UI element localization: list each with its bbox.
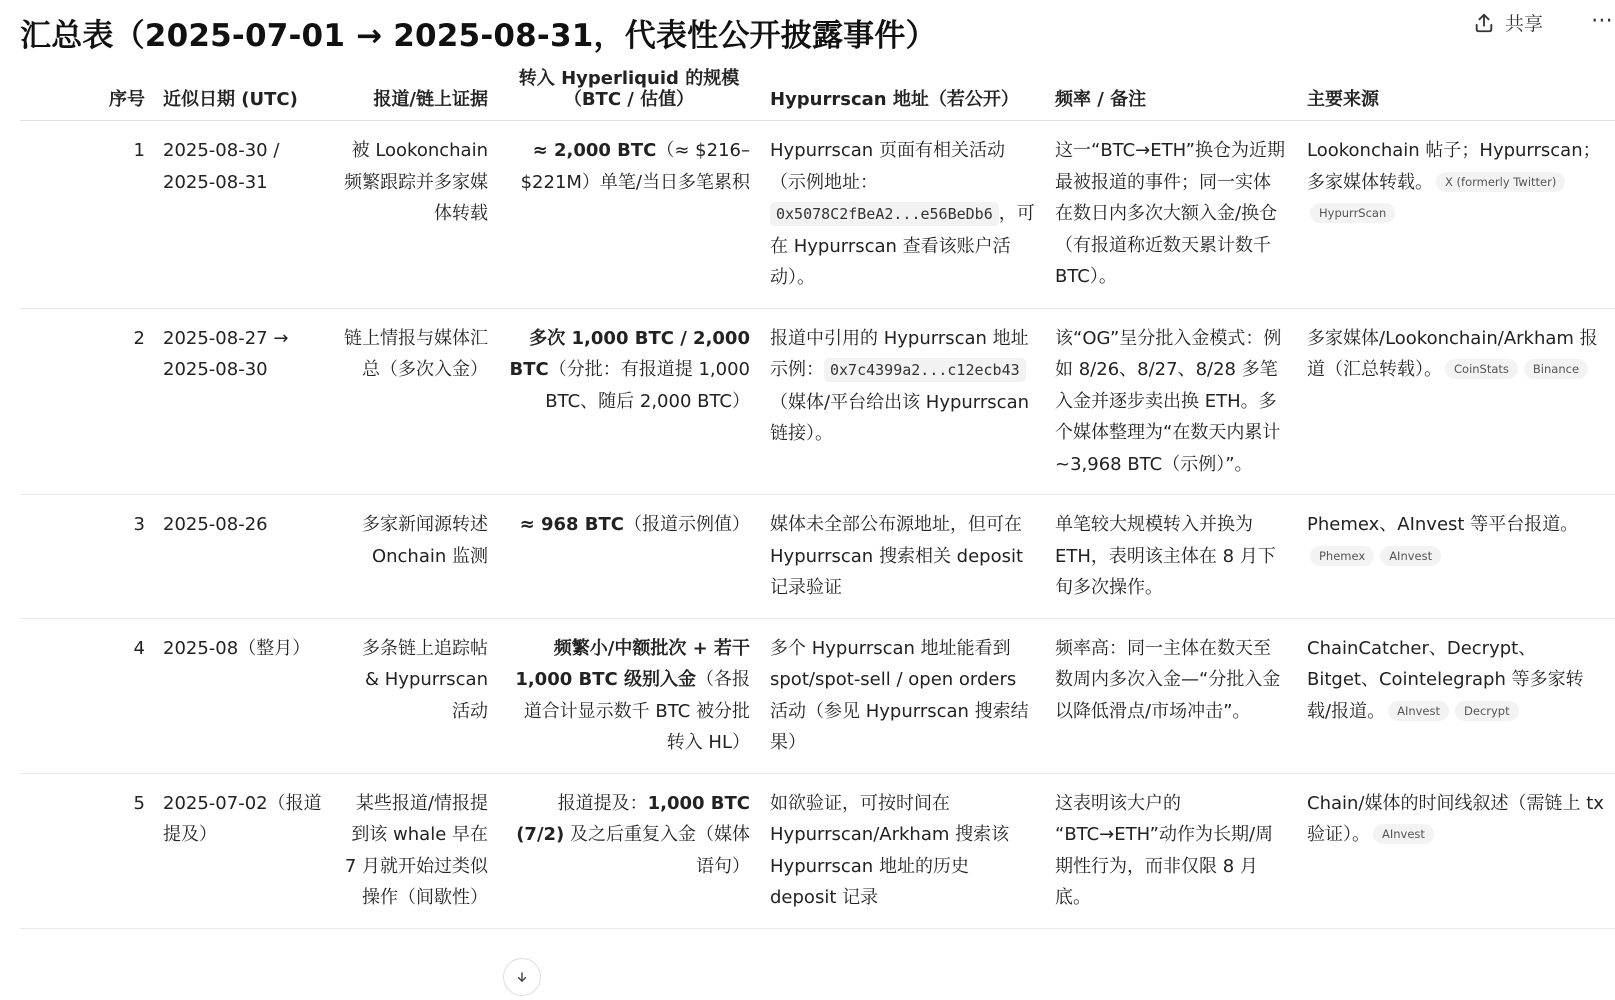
scale-amount: ≈ 2,000 BTC	[532, 140, 657, 161]
source-chip[interactable]: AInvest	[1380, 546, 1441, 566]
source-text: ChainCatcher、Decrypt、Bitget、Cointelegraph 等多家转载/报道。	[1307, 637, 1584, 722]
cell-notes: 这表明该大户的 “BTC→ETH”动作为长期/周期性行为，而非仅限 8 月底。	[1045, 773, 1297, 928]
cell-evidence: 链上情报与媒体汇总（多次入金）	[333, 308, 498, 495]
cell-date: 2025-07-02（报道提及）	[153, 773, 333, 928]
cell-source	[1297, 495, 1615, 619]
source-chip[interactable]: HypurrScan	[1310, 203, 1395, 223]
cell-scale	[498, 773, 760, 928]
scale-amount: 1,000 BTC (7/2)	[516, 792, 750, 845]
cell-date: 2025-08-27 → 2025-08-30	[153, 308, 333, 495]
scale-amount: ≈ 968 BTC	[519, 514, 624, 535]
cell-address	[760, 308, 1045, 495]
scale-detail: （报道示例值）	[624, 514, 750, 535]
page-header	[20, 8, 1615, 56]
share-button[interactable]	[1473, 9, 1543, 36]
source-chip[interactable]: AInvest	[1388, 701, 1449, 721]
cell-notes: 该“OG”呈分批入金模式：例如 8/26、8/27、8/28 多笔入金并逐步卖出换 ETH。多个媒体整理为“在数天内累计 ~3,968 BTC（示例）”。	[1045, 308, 1297, 495]
page-title: 汇总表（2025-07-01 → 2025-08-31，代表性公开披露事件）	[20, 17, 937, 54]
cell-evidence: 多条链上追踪帖 & Hypurrscan 活动	[333, 618, 498, 773]
address-text-after: ，可在 Hypurrscan 查看该账户活动）。	[770, 203, 1035, 288]
table-row	[20, 618, 1615, 773]
cell-scale	[498, 121, 760, 309]
header-source: 主要来源	[1297, 68, 1615, 121]
cell-notes: 单笔较大规模转入并换为 ETH，表明该主体在 8 月下旬多次操作。	[1045, 495, 1297, 619]
cell-no: 5	[20, 773, 153, 928]
header-no: 序号	[20, 68, 153, 121]
cell-scale	[498, 308, 760, 495]
scale-detail: （≈ $216–$221M）单笔/当日多笔累积	[520, 140, 750, 193]
table-row	[20, 308, 1615, 495]
cell-evidence: 多家新闻源转述 Onchain 监测	[333, 495, 498, 619]
cell-address: 媒体未全部公布源地址，但可在 Hypurrscan 搜索相关 deposit 记录验证	[760, 495, 1045, 619]
source-text: Phemex、AInvest 等平台报道。	[1307, 514, 1579, 535]
chevron-down-icon	[515, 970, 529, 984]
header-evidence: 报道/链上证据	[333, 68, 498, 121]
summary-table	[20, 68, 1615, 929]
cell-no: 1	[20, 121, 153, 309]
table-row	[20, 773, 1615, 928]
scale-detail: 及之后重复入金（媒体语句）	[564, 824, 750, 877]
source-text: 多家媒体/Lookonchain/Arkham 报道（汇总转载）。	[1307, 327, 1598, 380]
address-text-after: （媒体/平台给出该 Hypurrscan 链接）。	[770, 391, 1030, 444]
scale-detail: （各报道合计显示数千 BTC 被分批转入 HL）	[523, 669, 750, 753]
header-date: 近似日期 (UTC)	[153, 68, 333, 121]
source-chip[interactable]: Binance	[1524, 359, 1588, 379]
scale-amount: 多次 1,000 BTC / 2,000 BTC	[509, 327, 750, 380]
cell-notes: 这一“BTC→ETH”换仓为近期最被报道的事件；同一实体在数日内多次大额入金/换仓（有报道称近数天累计数千 BTC）。	[1045, 121, 1297, 309]
scale-detail: （分批：有报道提 1,000 BTC、随后 2,000 BTC）	[545, 359, 750, 412]
source-chip[interactable]: X (formerly Twitter)	[1436, 172, 1565, 192]
more-icon[interactable]: ⋯	[1591, 8, 1615, 33]
address-code[interactable]: 0x7c4399a2...c12ecb43	[824, 358, 1026, 382]
source-text: Lookonchain 帖子；Hypurrscan；多家媒体转载。	[1307, 140, 1601, 193]
cell-source	[1297, 308, 1615, 495]
source-text: Chain/媒体的时间线叙述（需链上 tx 验证）。	[1307, 792, 1604, 845]
cell-no: 4	[20, 618, 153, 773]
cell-no: 3	[20, 495, 153, 619]
cell-address: 多个 Hypurrscan 地址能看到 spot/spot-sell / open orders 活动（参见 Hypurrscan 搜索结果）	[760, 618, 1045, 773]
cell-date: 2025-08（整月）	[153, 618, 333, 773]
cell-evidence: 某些报道/情报提到该 whale 早在 7 月就开始过类似操作（间歇性）	[333, 773, 498, 928]
table-header-row	[20, 68, 1615, 121]
cell-source	[1297, 618, 1615, 773]
source-chip[interactable]: CoinStats	[1445, 359, 1518, 379]
address-text: Hypurrscan 页面有相关活动（示例地址：	[770, 140, 1005, 193]
cell-source	[1297, 773, 1615, 928]
source-chip[interactable]: Phemex	[1310, 546, 1374, 566]
cell-address	[760, 121, 1045, 309]
cell-scale	[498, 618, 760, 773]
cell-address: 如欲验证，可按时间在 Hypurrscan/Arkham 搜索该 Hypurrscan 地址的历史 deposit 记录	[760, 773, 1045, 928]
source-chip[interactable]: AInvest	[1373, 824, 1434, 844]
share-icon	[1473, 12, 1495, 34]
header-scale: 转入 Hyperliquid 的规模（BTC / 估值）	[498, 68, 760, 121]
cell-notes: 频率高：同一主体在数天至数周内多次入金—“分批入金以降低滑点/市场冲击”。	[1045, 618, 1297, 773]
cell-date: 2025-08-30 / 2025-08-31	[153, 121, 333, 309]
header-notes: 频率 / 备注	[1045, 68, 1297, 121]
cell-date: 2025-08-26	[153, 495, 333, 619]
table-row	[20, 495, 1615, 619]
header-address: Hypurrscan 地址（若公开）	[760, 68, 1045, 121]
cell-no: 2	[20, 308, 153, 495]
scale-amount: 频繁小/中额批次 + 若干 1,000 BTC 级别入金	[515, 637, 750, 690]
cell-evidence: 被 Lookonchain 频繁跟踪并多家媒体转载	[333, 121, 498, 309]
address-text: 报道中引用的 Hypurrscan 地址示例：	[770, 327, 1029, 380]
scale-prefix: 报道提及：	[557, 792, 648, 814]
source-chip[interactable]: Decrypt	[1455, 701, 1519, 721]
scroll-down-button[interactable]	[503, 958, 541, 996]
address-code[interactable]: 0x5078C2fBeA2...e56BeDb6	[770, 202, 999, 226]
cell-source	[1297, 121, 1615, 309]
table-row	[20, 121, 1615, 309]
share-label: 共享	[1504, 13, 1543, 35]
cell-scale	[498, 495, 760, 619]
